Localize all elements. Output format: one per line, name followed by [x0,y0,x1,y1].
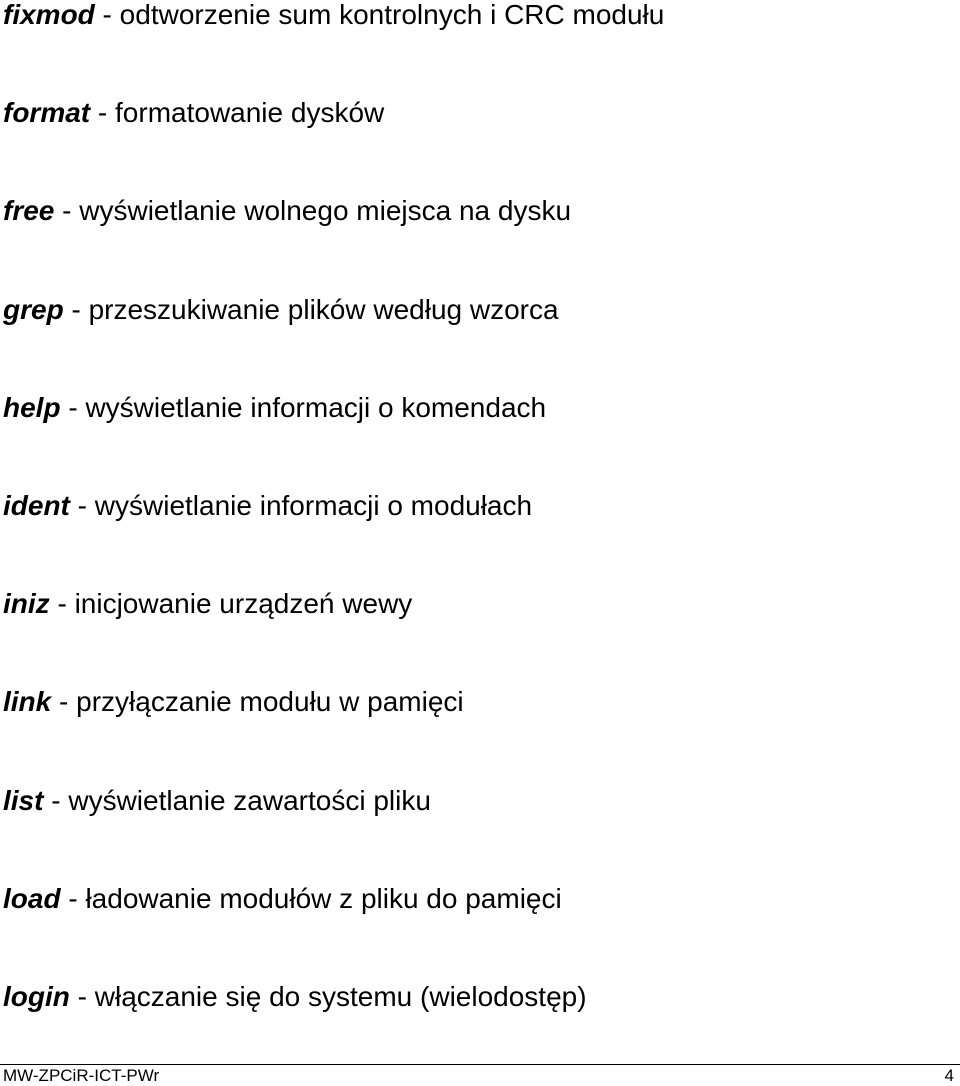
command-name: grep [3,293,64,325]
separator: - [43,784,69,816]
command-description: wyświetlanie informacji o komendach [85,391,547,423]
command-description: formatowanie dysków [115,97,385,129]
page-footer [0,1058,960,1086]
command-name: iniz [3,588,50,620]
separator: - [51,686,77,718]
command-name: fixmod [3,0,95,30]
list-item [3,491,953,589]
command-description: włączanie się do systemu (wielodostęp) [94,980,587,1012]
command-name: list [3,784,44,816]
separator: - [63,293,89,325]
list-item [3,687,953,785]
separator: - [90,97,116,129]
command-name: format [3,97,91,129]
command-description: przeszukiwanie plików według wzorca [88,293,559,325]
command-name: load [3,882,61,914]
page-number: 4 [944,1066,954,1085]
footer-divider [0,1064,960,1065]
command-description: odtworzenie sum kontrolnych i CRC modułu [119,0,665,30]
list-item [3,98,953,196]
separator: - [94,0,120,30]
list-item [3,786,953,884]
command-list [3,0,953,1080]
command-description: inicjowanie urządzeń wewy [74,588,413,620]
list-item [3,393,953,491]
separator: - [60,391,86,423]
list-item [3,589,953,687]
command-description: wyświetlanie informacji o modułach [94,489,533,521]
footer-label: MW-ZPCiR-ICT-PWr [3,1066,160,1085]
command-description: wyświetlanie wolnego miejsca na dysku [79,195,572,227]
separator: - [49,588,75,620]
separator: - [69,489,95,521]
command-description: przyłączanie modułu w pamięci [76,686,464,718]
command-name: free [3,195,55,227]
separator: - [60,882,86,914]
separator: - [54,195,80,227]
command-name: link [3,686,52,718]
command-name: help [3,391,61,423]
command-name: ident [3,489,70,521]
list-item [3,884,953,982]
command-description: wyświetlanie zawartości pliku [68,784,431,816]
command-description: ładowanie modułów z pliku do pamięci [85,882,562,914]
list-item [3,196,953,294]
list-item [3,0,953,98]
list-item [3,295,953,393]
command-name: login [3,980,70,1012]
separator: - [69,980,95,1012]
